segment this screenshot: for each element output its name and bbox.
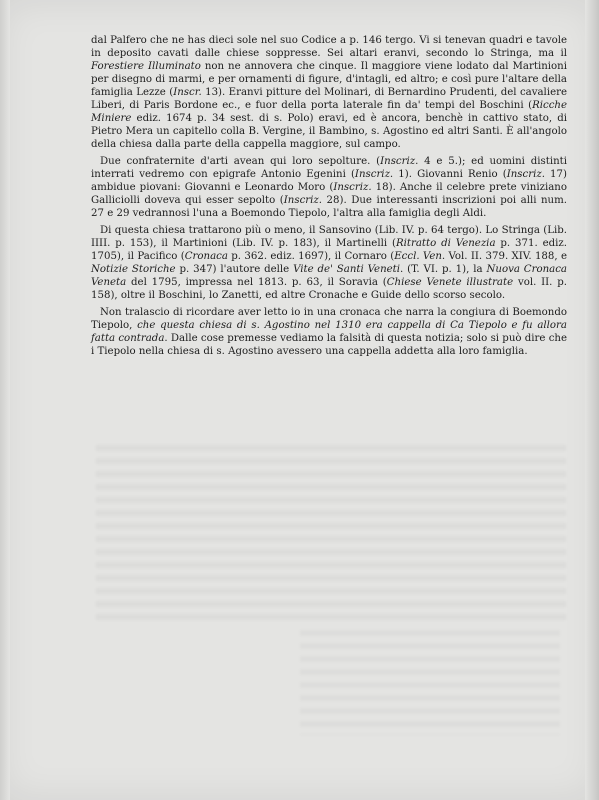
text-segment-italic: Inscriz.	[354, 169, 394, 180]
text-segment-italic: Inscriz.	[506, 169, 545, 180]
text-segment: 18). Anche il celebre prete viniziano Galliciolli doveva qui esser sepolto (	[91, 182, 567, 206]
text-segment-italic: Eccl. Ven.	[394, 251, 446, 262]
text-segment-italic: Inscr.	[173, 87, 202, 98]
paragraph-3	[91, 224, 567, 302]
text-segment: . (T. VI. p. 1), la	[400, 264, 487, 275]
text-segment-italic: Inscriz.	[333, 182, 372, 193]
text-segment: p. 362. ediz. 1697), il Cornaro (	[227, 251, 395, 262]
text-segment: Di questa chiesa trattarono più o meno, il Sansovino (Lib. IV. p. 64 tergo). Lo Stringa (Lib. IIII. p. 153), il Martinioni (Lib. IV. p. 183), il Martinelli (	[91, 225, 567, 249]
text-segment: 1). Giovanni Renio (	[393, 169, 507, 180]
text-segment-italic: Notizie Storiche	[91, 264, 176, 275]
text-segment: Vol. II. 379. XIV. 188, e	[445, 251, 567, 262]
text-segment-italic: Forestiere Illuminato	[91, 61, 201, 72]
text-segment: ediz. 1674 p. 34 sest. di s. Polo) eravi, ed è ancora, benchè in cattivo stato, di Pietro Mera un capitello colla B. Vergine, il Bambino, s. Agostino ed altri Santi. È all'angolo della chiesa dalla parte della cappella maggiore, sul campo.	[91, 113, 567, 150]
text-segment: Due confraternite d'arti avean qui loro sepolture. (	[100, 156, 381, 167]
text-segment: 17) ambidue piovani: Giovanni e Leonardo Moro (	[91, 169, 567, 193]
text-segment-italic: Nuova Cronaca Veneta	[91, 264, 568, 288]
text-segment-italic: Ricche Miniere	[91, 100, 567, 124]
text-segment-italic: Chiese Venete illustrate	[386, 277, 514, 288]
text-segment-italic: Vite de' Santi Veneti	[293, 264, 401, 275]
paragraph-2	[91, 155, 567, 220]
paragraph-4	[91, 306, 567, 358]
paragraph-1	[91, 34, 567, 151]
text-segment-italic: Cronaca	[184, 251, 228, 262]
show-through-text	[96, 445, 566, 625]
text-segment: non ne annovera che cinque. Il maggiore viene lodato dal Martinioni per disegno di marmi, e per ornamenti di figure, d'intagli, ed altro; e così pure l'altare della famiglia Lezze (	[91, 61, 567, 98]
page-right-edge	[585, 0, 599, 800]
text-segment: p. 371. ediz. 1705), il Pacifico (	[91, 238, 568, 262]
text-segment-italic: Inscriz.	[380, 156, 419, 167]
text-segment: 4 e 5.); ed uomini distinti interrati vedremo con epigrafe Antonio Egenini (	[91, 156, 567, 180]
text-segment: 13). Eranvi pitture del Molinari, di Bernardino Prudenti, del cavaliere Liberi, di Paris Bordone ec., e fuor della porta laterale fin da' tempi del Boschini (	[91, 87, 567, 111]
text-segment: vol. II. p. 158), oltre il Boschini, lo Zanetti, ed altre Cronache e Guide dello scorso secolo.	[91, 277, 567, 301]
text-segment: p. 347) l'autore delle	[175, 264, 294, 275]
text-segment-italic: Inscriz.	[283, 195, 323, 206]
text-segment: del 1795, impressa nel 1813. p. 63, il Soravia (	[126, 277, 387, 288]
body-text	[91, 34, 567, 362]
text-segment: . Dalle cose premesse vediamo la falsità di questa notizia; solo si può dire che i Tiepolo nella chiesa di s. Agostino avessero una cappella addetta alla loro famiglia.	[91, 333, 567, 357]
text-segment-italic: che questa chiesa di s. Agostino nel 1310 era cappella di Ca Tiepolo e fu allora fatta contrada	[91, 320, 568, 344]
text-segment: dal Palfero che ne has dieci sole nel suo Codice a p. 146 tergo. Vi si tenevan quadri e tavole in deposito cavati dalle chiese soppresse. Sei altari eranvi, secondo lo Stringa, ma il	[91, 35, 567, 59]
text-segment-italic: Ritratto di Venezia	[395, 238, 496, 249]
page-left-edge	[0, 0, 10, 800]
show-through-text-lower	[300, 630, 560, 735]
text-segment: Non tralascio di ricordare aver letto io in una cronaca che narra la congiura di Boemondo Tiepolo,	[91, 307, 567, 331]
text-segment: 28). Due interessanti inscrizioni poi alli num. 27 e 29 vedrannosi l'una a Boemondo Tiepolo, l'altra alla famiglia degli Aldi.	[91, 195, 567, 219]
